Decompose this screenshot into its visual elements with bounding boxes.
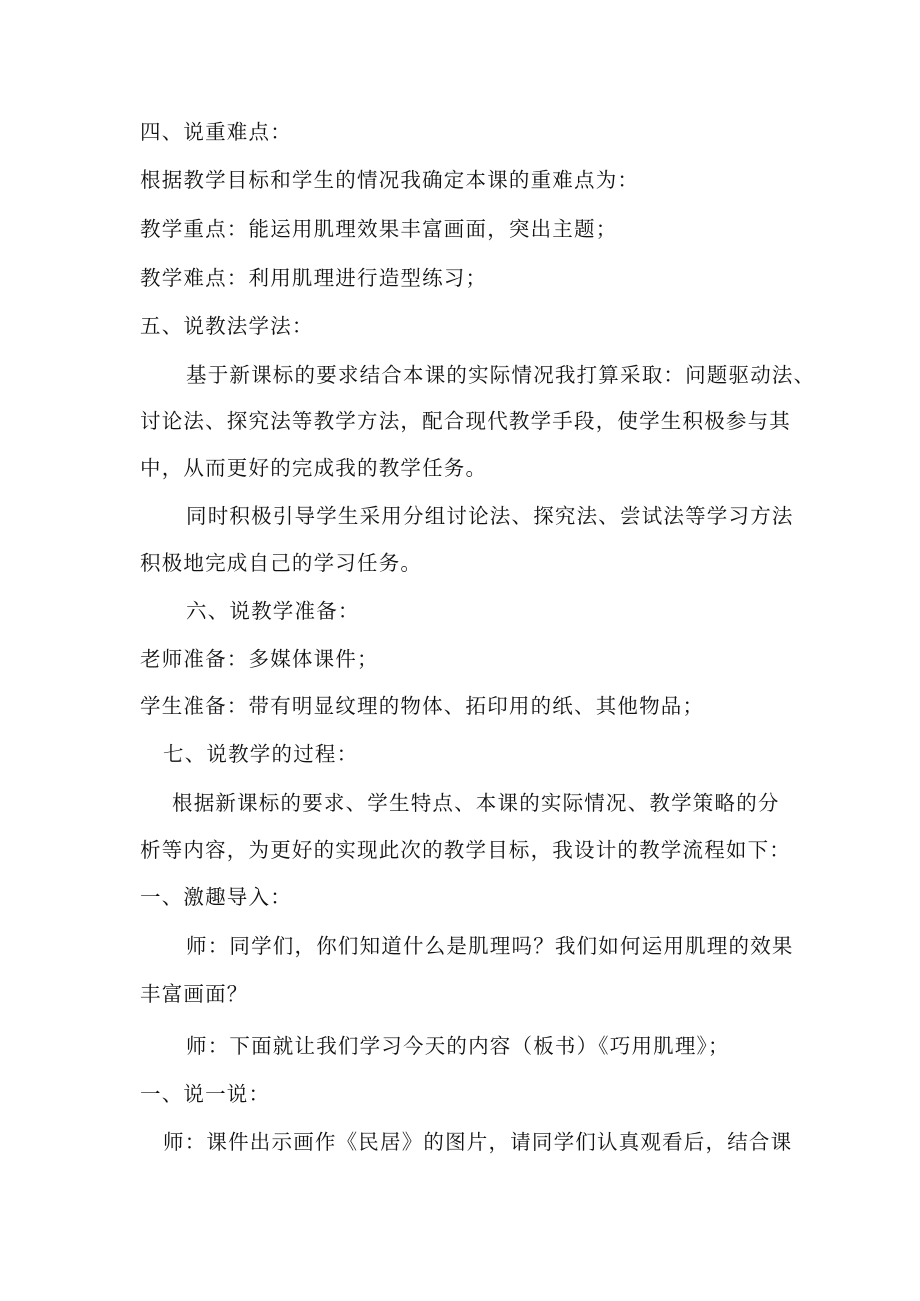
paragraph-line: 根据教学目标和学生的情况我确定本课的重难点为： [140, 168, 640, 192]
paragraph-line: 丰富画面？ [140, 982, 249, 1006]
heading-say: 一、说一说： [140, 1082, 271, 1106]
heading-teaching-preparation: 六、说教学准备： [186, 599, 360, 623]
paragraph-line: 根据新课标的要求、学生特点、本课的实际情况、教学策略的分 [172, 791, 780, 815]
paragraph-line: 教学难点：利用肌理进行造型练习； [140, 266, 488, 290]
paragraph-line: 师：下面就让我们学习今天的内容（板书）《巧用肌理》； [186, 1034, 730, 1058]
paragraph-line: 教学重点：能运用肌理效果丰富画面，突出主题； [140, 217, 618, 241]
paragraph-line: 学生准备：带有明显纹理的物体、拓印用的纸、其他物品； [140, 694, 705, 718]
heading-teaching-methods: 五、说教法学法： [140, 314, 314, 338]
paragraph-line: 积极地完成自己的学习任务。 [140, 551, 423, 575]
paragraph-line: 中，从而更好的完成我的教学任务。 [140, 456, 488, 480]
paragraph-line: 析等内容，为更好的实现此次的教学目标，我设计的教学流程如下： [140, 838, 791, 862]
paragraph-line: 讨论法、探究法等教学方法，配合现代教学手段，使学生积极参与其 [140, 409, 791, 433]
paragraph-line: 师：课件出示画作《民居》的图片，请同学们认真观看后，结合课 [163, 1130, 793, 1154]
paragraph-line: 老师准备：多媒体课件； [140, 647, 379, 671]
paragraph-line: 师：同学们，你们知道什么是肌理吗？我们如何运用肌理的效果 [186, 934, 794, 958]
heading-teaching-process: 七、说教学的过程： [163, 742, 359, 766]
heading-key-points: 四、说重难点： [140, 120, 292, 144]
paragraph-line: 同时积极引导学生采用分组讨论法、探究法、尝试法等学习方法 [186, 504, 794, 528]
paragraph-line: 基于新课标的要求结合本课的实际情况我打算采取：问题驱动法、 [186, 363, 816, 387]
heading-intro: 一、激趣导入： [140, 885, 292, 909]
